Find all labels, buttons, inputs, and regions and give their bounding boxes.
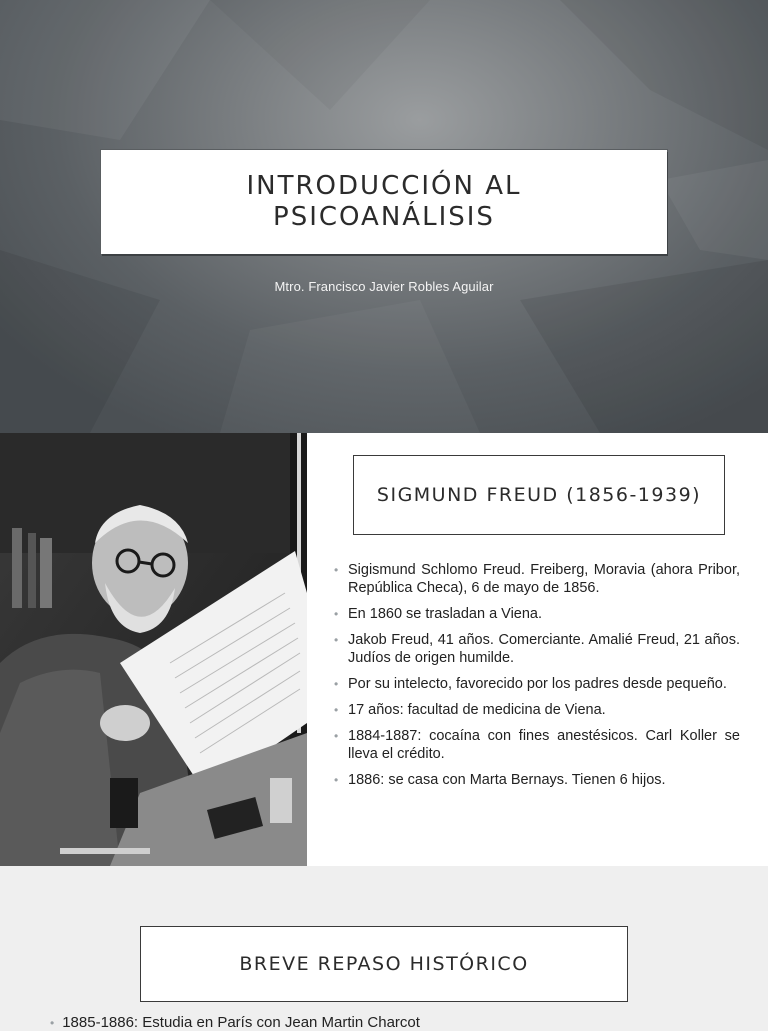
freud-slide [0,433,768,866]
history-slide [0,866,768,1031]
list-item: • 17 años: facultad de medicina de Viena. [334,701,740,719]
list-item: • 1884-1887: cocaína con fines anestésicos. Carl Koller se lleva el crédito. [334,727,740,763]
author-name: Mtro. Francisco Javier Robles Aguilar [274,279,494,294]
list-item: • Por su intelecto, favorecido por los padres desde pequeño. [334,675,740,693]
list-item: • 1886: se casa con Marta Bernays. Tienen 6 hijos. [334,771,740,789]
bullet-icon: • [50,1016,55,1030]
portrait-illustration [0,433,307,866]
list-item: • Jakob Freud, 41 años. Comerciante. Amalié Freud, 21 años. Judíos de origen humilde. [334,631,740,667]
history-first-bullet: 1885-1886: Estudia en París con Jean Martin Charcot [62,1014,420,1031]
title-box [101,150,667,254]
list-item: • En 1860 se trasladan a Viena. [334,605,740,623]
history-heading-box [140,926,628,1002]
history-heading: BREVE REPASO HISTÓRICO [239,953,529,975]
list-item [50,1014,420,1031]
freud-heading: SIGMUND FREUD (1856-1939) [376,484,702,506]
presentation-title: INTRODUCCIÓN AL PSICOANÁLISIS [246,171,522,232]
title-slide [0,0,768,433]
freud-heading-box [353,455,725,535]
freud-bullet-list [334,561,740,797]
freud-photo [0,433,307,866]
list-item: • Sigismund Schlomo Freud. Freiberg, Moravia (ahora Pribor, República Checa), 6 de mayo de 1856. [334,561,740,597]
